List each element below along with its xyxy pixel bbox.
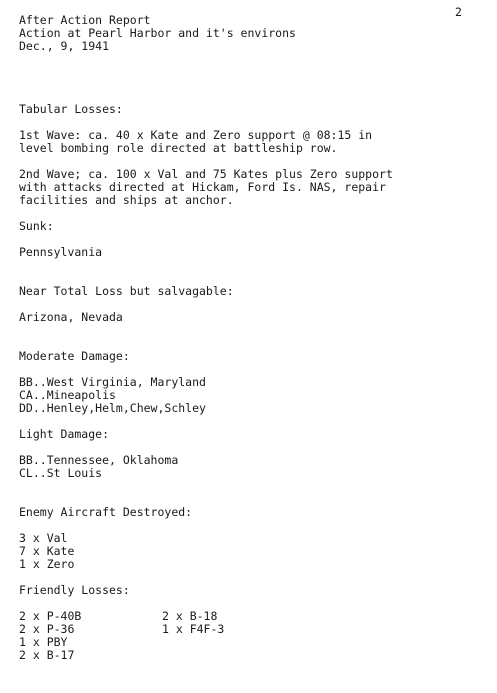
friendly-loss-item: 2 x P-40B xyxy=(19,609,82,623)
moderate-damage-item: DD..Henley,Helm,Chew,Schley xyxy=(19,401,206,415)
enemy-aircraft-item: 3 x Val xyxy=(19,531,68,545)
page-number: 2 xyxy=(455,5,462,19)
wave1-line: 1st Wave: ca. 40 x Kate and Zero support @ 08:15 in xyxy=(19,128,373,142)
wave2-line: 2nd Wave; ca. 100 x Val and 75 Kates plus Zero support xyxy=(19,167,393,181)
near-total-heading: Near Total Loss but salvagable: xyxy=(19,284,234,298)
moderate-damage-item: BB..West Virginia, Maryland xyxy=(19,375,206,389)
friendly-loss-item: 1 x PBY xyxy=(19,635,68,649)
friendly-losses-heading: Friendly Losses: xyxy=(19,583,130,597)
light-damage-item: CL..St Louis xyxy=(19,466,103,480)
enemy-aircraft-item: 7 x Kate xyxy=(19,544,75,558)
light-damage-heading: Light Damage: xyxy=(19,427,110,441)
report-date: Dec., 9, 1941 xyxy=(19,39,110,53)
sunk-item: Pennsylvania xyxy=(19,245,103,259)
report-subtitle: Action at Pearl Harbor and it's environs xyxy=(19,26,296,40)
moderate-damage-item: CA..Mineapolis xyxy=(19,388,116,402)
wave2-line: with attacks directed at Hickam, Ford Is. NAS, repair xyxy=(19,180,386,194)
friendly-loss-item: 2 x B-17 xyxy=(19,648,75,662)
near-total-item: Arizona, Nevada xyxy=(19,310,123,324)
tabular-losses-heading: Tabular Losses: xyxy=(19,102,123,116)
friendly-loss-item: 2 x B-18 xyxy=(162,609,218,623)
wave1-line: level bombing role directed at battleship row. xyxy=(19,141,338,155)
light-damage-item: BB..Tennessee, Oklahoma xyxy=(19,453,179,467)
sunk-heading: Sunk: xyxy=(19,219,54,233)
friendly-loss-item: 2 x P-36 xyxy=(19,622,75,636)
enemy-aircraft-heading: Enemy Aircraft Destroyed: xyxy=(19,505,193,519)
report-title: After Action Report xyxy=(19,13,151,27)
wave2-line: facilities and ships at anchor. xyxy=(19,193,234,207)
enemy-aircraft-item: 1 x Zero xyxy=(19,557,75,571)
friendly-loss-item: 1 x F4F-3 xyxy=(162,622,225,636)
moderate-damage-heading: Moderate Damage: xyxy=(19,349,130,363)
